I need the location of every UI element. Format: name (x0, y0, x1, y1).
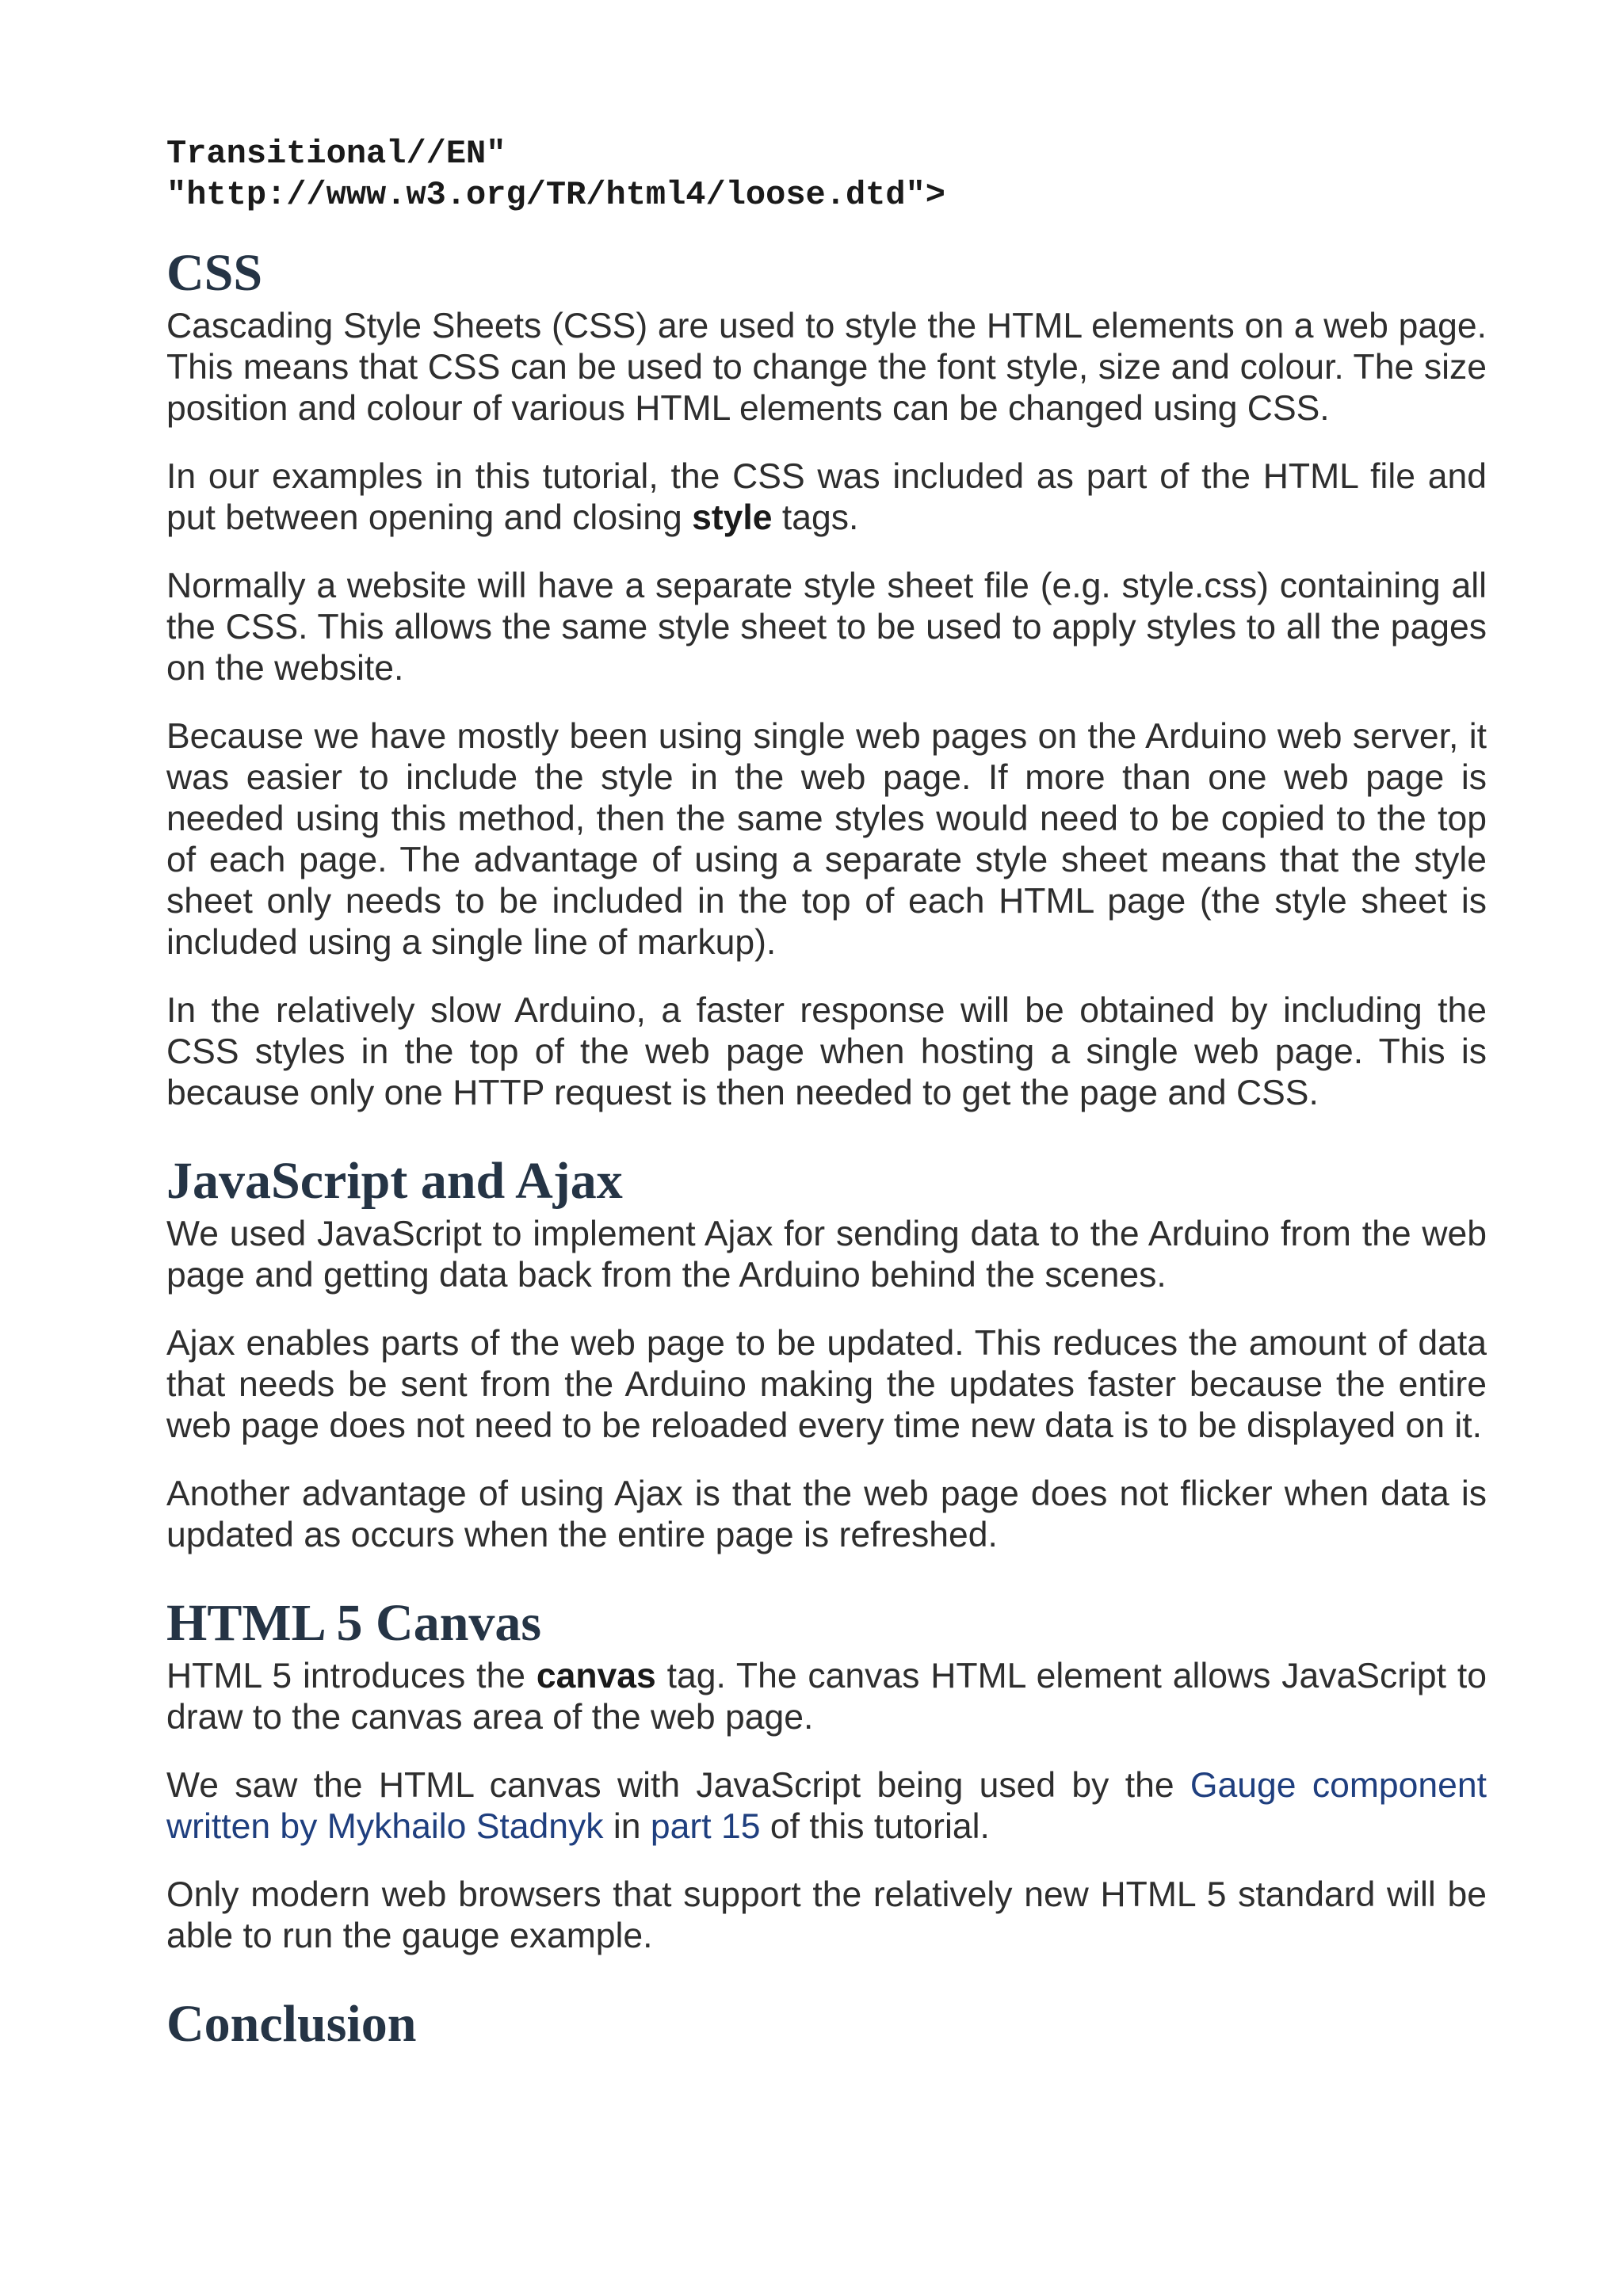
ajax-paragraph-1: We used JavaScript to implement Ajax for sending data to the Arduino from the web page and getting data back from the Arduino behind the scenes. (166, 1215, 1487, 1295)
canvas-paragraph-1 (166, 1656, 1487, 1738)
canvas-p1-text-before: HTML 5 introduces the (166, 1657, 537, 1695)
doctype-line-2: "http://www.w3.org/TR/html4/loose.dtd"> (166, 176, 945, 214)
doctype-code-block (166, 133, 1487, 215)
canvas-p2-text-after: of this tutorial. (760, 1807, 990, 1846)
part-15-link[interactable]: part 15 (650, 1807, 761, 1846)
css-p2-text-after: tags. (772, 498, 859, 537)
canvas-p2-text-before: We saw the HTML canvas with JavaScript being used by the (166, 1766, 1190, 1805)
ajax-paragraph-3: Another advantage of using Ajax is that the web page does not flicker when data is updated as occurs when the entire page is refreshed. (166, 1474, 1487, 1554)
ajax-heading: JavaScript and Ajax (166, 1152, 623, 1210)
canvas-paragraph-3: Only modern web browsers that support the relatively new HTML 5 standard will be able to run the gauge example. (166, 1875, 1487, 1955)
css-paragraph-2 (166, 456, 1487, 539)
style-tag-keyword: style (692, 498, 773, 537)
css-paragraph-3: Normally a website will have a separate style sheet file (e.g. style.css) containing all the CSS. This allows the same style sheet to be used to apply styles to all the pages on the website. (166, 566, 1487, 688)
css-heading: CSS (166, 244, 263, 302)
canvas-paragraph-2 (166, 1765, 1487, 1848)
doctype-line-1: Transitional//EN" (166, 135, 506, 173)
conclusion-heading: Conclusion (166, 1995, 417, 2053)
css-paragraph-1: Cascading Style Sheets (CSS) are used to style the HTML elements on a web page. This means that CSS can be used to change the font style, size and colour. The size position and colour of various HTML elements can be changed using CSS. (166, 307, 1487, 428)
canvas-heading: HTML 5 Canvas (166, 1594, 542, 1652)
canvas-p2-text-middle: in (603, 1807, 651, 1846)
css-paragraph-5: In the relatively slow Arduino, a faster response will be obtained by including the CSS styles in the top of the web page when hosting a single web page. This is because only one HTTP request is then needed to get the page and CSS. (166, 991, 1487, 1112)
document-page (166, 133, 1487, 2057)
css-paragraph-4: Because we have mostly been using single web pages on the Arduino web server, it was easier to include the style in the web page. If more than one web page is needed using this method, then the same styles would need to be copied to the top of each page. The advantage of using a separate style sheet means that the style sheet only needs to be included in the top of each HTML page (the style sheet is included using a single line of markup). (166, 717, 1487, 962)
gauge-component-link[interactable]: Gauge component written by Mykhailo Stadnyk (166, 1766, 1487, 1846)
css-p2-text-before: In our examples in this tutorial, the CSS was included as part of the HTML file and put between opening and closing (166, 457, 1487, 537)
canvas-p1-text-after: tag. The canvas HTML element allows JavaScript to draw to the canvas area of the web page. (166, 1657, 1487, 1737)
canvas-tag-keyword: canvas (536, 1657, 656, 1695)
ajax-paragraph-2: Ajax enables parts of the web page to be updated. This reduces the amount of data that needs be sent from the Arduino making the updates faster because the entire web page does not need to be reloaded every time new data is to be displayed on it. (166, 1324, 1487, 1445)
